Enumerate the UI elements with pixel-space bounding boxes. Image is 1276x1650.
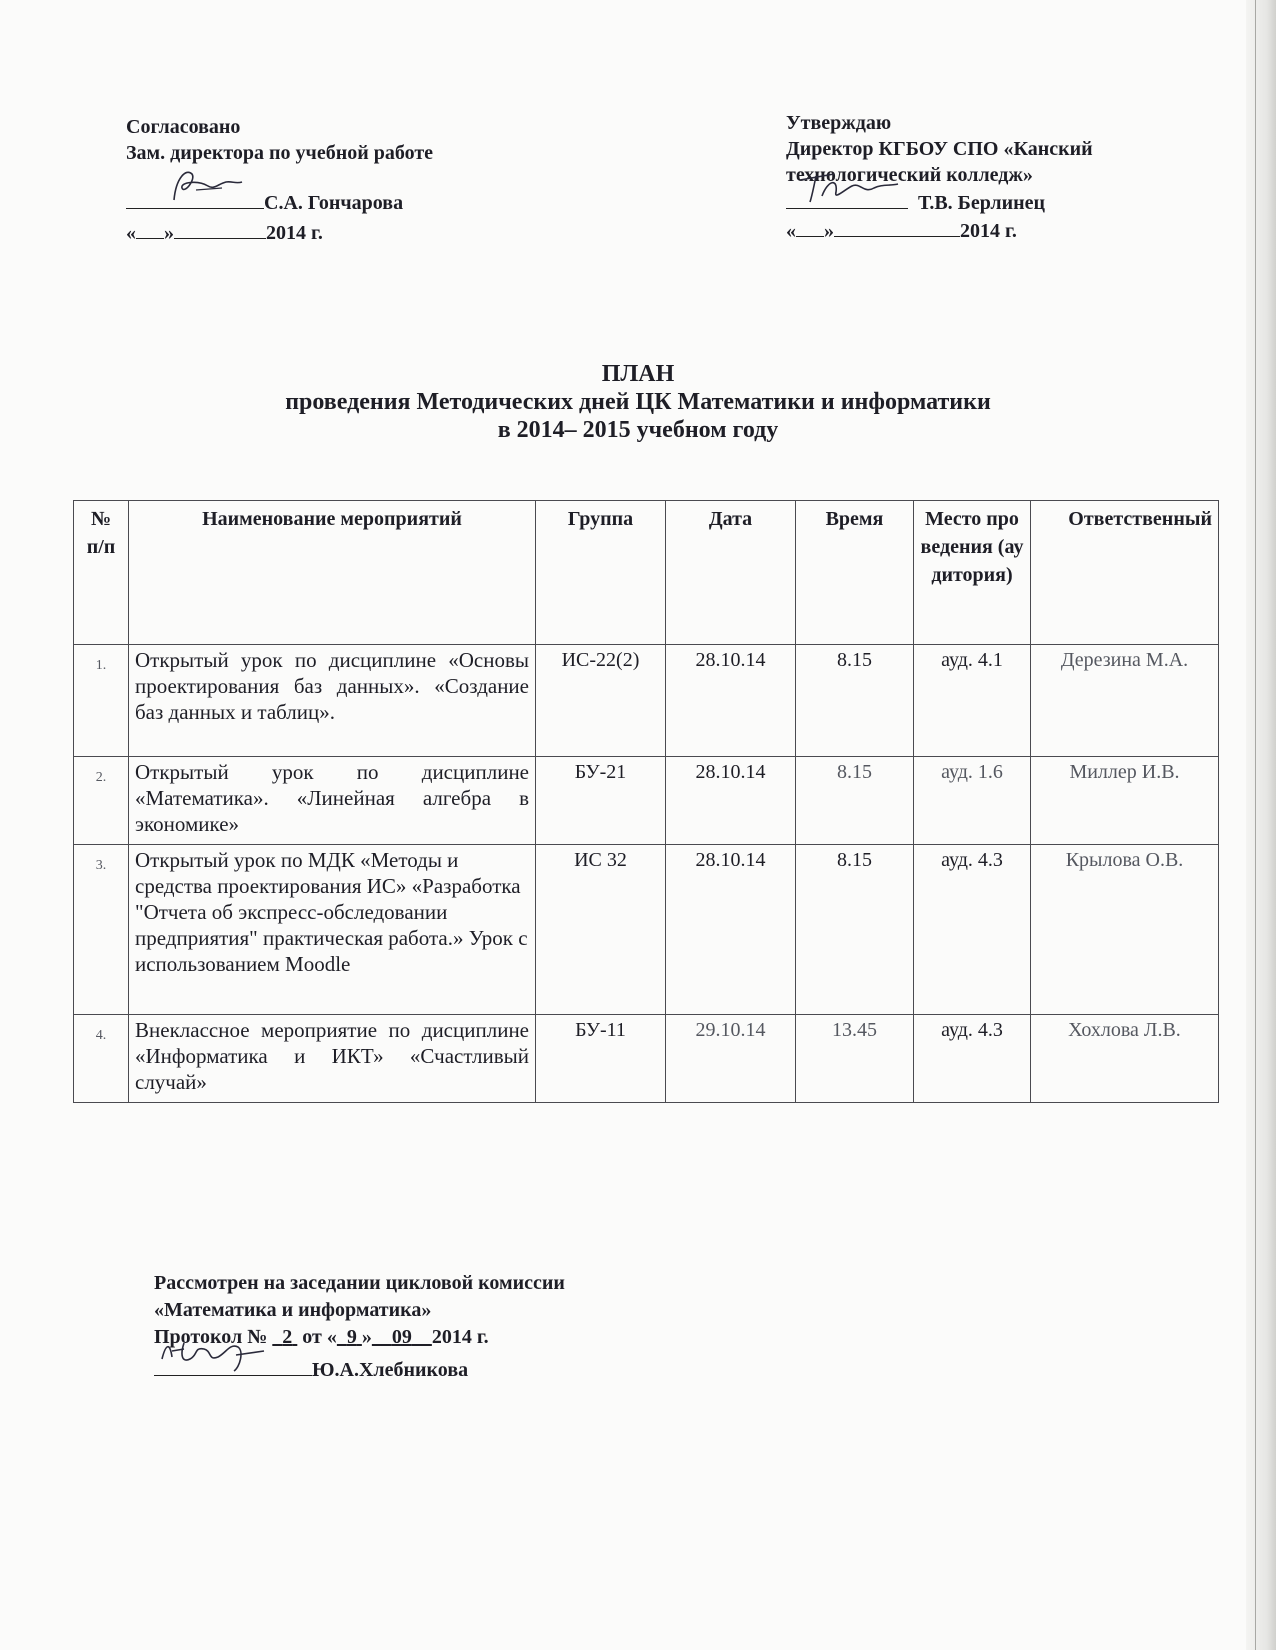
row-place: ауд. 4.3 bbox=[914, 1015, 1031, 1103]
date-open-quote-left: « bbox=[126, 222, 136, 244]
events-table bbox=[73, 500, 1219, 1103]
approval-right-year: 2014 г. bbox=[960, 220, 1017, 242]
approval-left-heading: Согласовано bbox=[126, 116, 241, 138]
protocol-day-close: » bbox=[361, 1326, 372, 1348]
day-blank-right bbox=[796, 216, 824, 237]
page-edge-line bbox=[1255, 0, 1256, 1650]
protocol-day bbox=[337, 1326, 362, 1348]
signature-line-left bbox=[126, 188, 264, 209]
row-place: ауд. 4.1 bbox=[914, 645, 1031, 757]
row-date: 29.10.14 bbox=[666, 1015, 796, 1103]
document-subtitle-2: в 2014– 2015 учебном году bbox=[497, 417, 779, 443]
header-date: Дата bbox=[666, 501, 796, 645]
page-edge-shadow bbox=[1246, 0, 1276, 1650]
row-responsible: Дерезина М.А. bbox=[1031, 645, 1219, 757]
row-num: 1. bbox=[74, 645, 129, 757]
approval-right-name: Т.В. Берлинец bbox=[918, 192, 1046, 214]
table-row bbox=[74, 845, 1219, 1015]
row-responsible: Хохлова Л.В. bbox=[1031, 1015, 1219, 1103]
signature-line-bottom bbox=[154, 1355, 312, 1376]
row-event-name: Открытый урок по дисциплине «Математика». «Линейная алгебра в экономике» bbox=[129, 757, 536, 845]
protocol-day-value: 9 bbox=[346, 1326, 357, 1348]
review-block bbox=[154, 1270, 754, 1384]
header-resp: Ответственный bbox=[1031, 501, 1219, 645]
approval-right-position-2: технологический колледж» bbox=[786, 164, 1033, 186]
row-event-name: Внеклассное мероприятие по дисциплине «Информатика и ИКТ» «Счастливый случай» bbox=[129, 1015, 536, 1103]
row-place: ауд. 1.6 bbox=[914, 757, 1031, 845]
row-group: БУ-11 bbox=[536, 1015, 666, 1103]
month-blank-left bbox=[174, 218, 266, 239]
row-responsible: Крылова О.В. bbox=[1031, 845, 1219, 1015]
row-num: 2. bbox=[74, 757, 129, 845]
row-num: 3. bbox=[74, 845, 129, 1015]
row-date: 28.10.14 bbox=[666, 757, 796, 845]
document-title-block bbox=[0, 360, 1276, 444]
signature-right-graphic bbox=[786, 166, 916, 206]
approval-left-name: С.А. Гончарова bbox=[264, 192, 404, 214]
table-header-row bbox=[74, 501, 1219, 645]
protocol-month bbox=[372, 1326, 432, 1348]
row-group: БУ-21 bbox=[536, 757, 666, 845]
signature-line-right bbox=[786, 188, 908, 209]
row-group: ИС-22(2) bbox=[536, 645, 666, 757]
row-time: 13.45 bbox=[796, 1015, 914, 1103]
month-blank-right bbox=[834, 216, 960, 237]
approval-right-block bbox=[786, 110, 1186, 244]
day-blank-left bbox=[136, 218, 164, 239]
header-group: Группа bbox=[536, 501, 666, 645]
protocol-year: 2014 г. bbox=[431, 1326, 489, 1348]
protocol-label: Протокол № bbox=[154, 1326, 268, 1348]
protocol-month-value: 09 bbox=[391, 1326, 412, 1348]
protocol-from-label: от « bbox=[302, 1326, 337, 1348]
header-name: Наименование мероприятий bbox=[129, 501, 536, 645]
signature-bottom-graphic bbox=[154, 1333, 304, 1373]
row-group: ИС 32 bbox=[536, 845, 666, 1015]
approval-left-position: Зам. директора по учебной работе bbox=[126, 142, 434, 164]
row-time: 8.15 bbox=[796, 845, 914, 1015]
review-line-1: Рассмотрен на заседании цикловой комиссии bbox=[154, 1272, 565, 1294]
date-close-quote-left: » bbox=[164, 222, 174, 244]
row-responsible: Миллер И.В. bbox=[1031, 757, 1219, 845]
row-event-name: Открытый урок по МДК «Методы и средства проектирования ИС» «Разработка "Отчета об экспресс-обследовании предприятия" практическая работа.» Урок с использованием Moodle bbox=[129, 845, 536, 1015]
date-open-quote-right: « bbox=[786, 220, 796, 242]
approval-right-heading: Утверждаю bbox=[786, 112, 892, 134]
header-num: № п/п bbox=[74, 501, 129, 645]
document-title: ПЛАН bbox=[601, 361, 675, 387]
row-date: 28.10.14 bbox=[666, 845, 796, 1015]
table-row bbox=[74, 645, 1219, 757]
approval-left-block bbox=[126, 114, 556, 246]
table-row bbox=[74, 1015, 1219, 1103]
row-time: 8.15 bbox=[796, 757, 914, 845]
approval-right-position-1: Директор КГБОУ СПО «Канский bbox=[786, 138, 1093, 160]
signature-left-graphic bbox=[126, 164, 246, 206]
row-time: 8.15 bbox=[796, 645, 914, 757]
table-row bbox=[74, 757, 1219, 845]
header-time: Время bbox=[796, 501, 914, 645]
row-event-name: Открытый урок по дисциплине «Основы проектирования баз данных». «Создание баз данных и таблиц». bbox=[129, 645, 536, 757]
protocol-number-value: 2 bbox=[282, 1326, 293, 1348]
date-close-quote-right: » bbox=[824, 220, 834, 242]
approval-left-year: 2014 г. bbox=[266, 222, 323, 244]
review-signer-name: Ю.А.Хлебникова bbox=[312, 1359, 469, 1381]
document-subtitle-1: проведения Методических дней ЦК Математики и информатики bbox=[285, 389, 991, 415]
row-place: ауд. 4.3 bbox=[914, 845, 1031, 1015]
header-place: Место проведения (аудитория) bbox=[914, 501, 1031, 645]
row-num: 4. bbox=[74, 1015, 129, 1103]
row-date: 28.10.14 bbox=[666, 645, 796, 757]
review-line-2: «Математика и информатика» bbox=[154, 1299, 432, 1321]
